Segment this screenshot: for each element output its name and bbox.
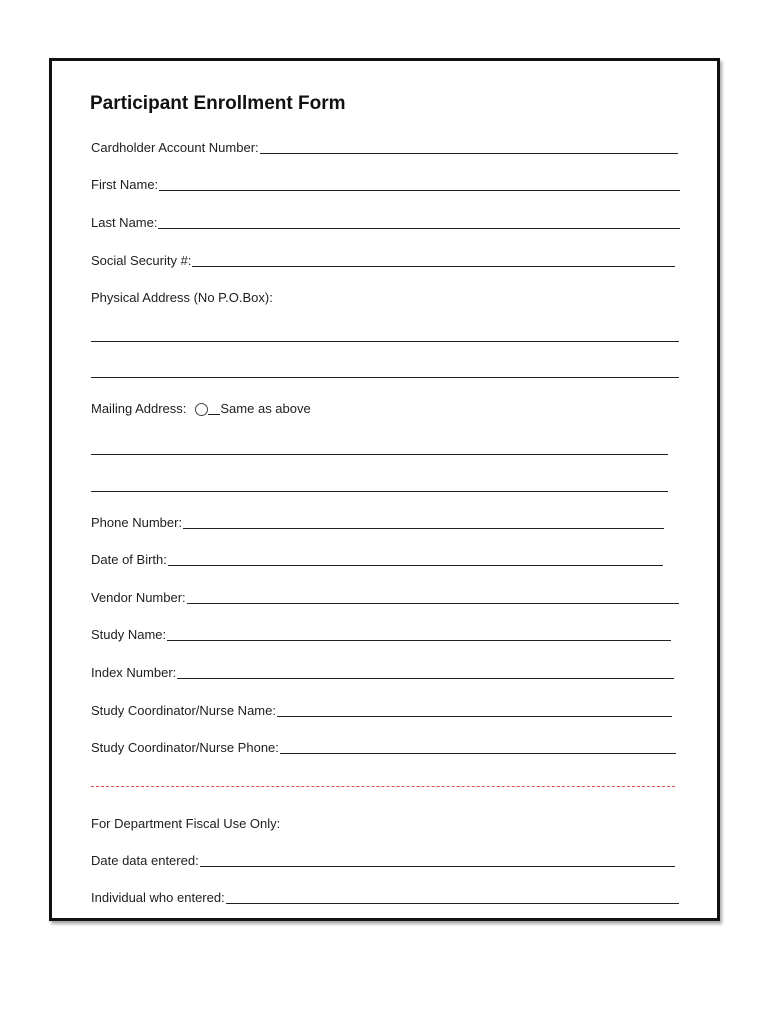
date-data-entered-label: Date data entered:: [91, 853, 199, 868]
study-name-line[interactable]: [167, 639, 671, 641]
cardholder-account-number-field[interactable]: [91, 140, 678, 156]
mailing-address-label: Mailing Address:: [91, 401, 187, 416]
vendor-number-line[interactable]: [187, 602, 679, 604]
coordinator-name-label: Study Coordinator/Nurse Name:: [91, 703, 276, 718]
same-as-above-radio[interactable]: [195, 403, 208, 416]
individual-who-entered-label: Individual who entered:: [91, 890, 225, 905]
vendor-number-field[interactable]: [91, 590, 679, 606]
date-of-birth-line[interactable]: [168, 564, 663, 566]
mailing-address-line-2[interactable]: [91, 491, 668, 492]
physical-address-field: [91, 290, 681, 306]
date-of-birth-field[interactable]: [91, 552, 663, 568]
same-as-above-underline: [208, 413, 220, 415]
mailing-address-field: [91, 401, 681, 417]
coordinator-name-field[interactable]: [91, 703, 672, 719]
first-name-label: First Name:: [91, 177, 159, 192]
same-as-above-label: Same as above: [220, 401, 311, 416]
cardholder-account-number-label: Cardholder Account Number:: [91, 140, 259, 155]
physical-address-line-1[interactable]: [91, 341, 679, 342]
phone-number-field[interactable]: [91, 515, 664, 531]
phone-number-label: Phone Number:: [91, 515, 183, 530]
cardholder-account-number-line[interactable]: [260, 152, 678, 154]
last-name-field[interactable]: [91, 215, 680, 231]
individual-who-entered-line[interactable]: [226, 902, 679, 904]
mailing-address-line-1[interactable]: [91, 454, 668, 455]
date-data-entered-field[interactable]: [91, 853, 675, 869]
individual-who-entered-field[interactable]: [91, 890, 679, 906]
date-of-birth-label: Date of Birth:: [91, 552, 167, 567]
physical-address-line-2[interactable]: [91, 377, 679, 378]
date-data-entered-line[interactable]: [200, 865, 675, 867]
coordinator-phone-label: Study Coordinator/Nurse Phone:: [91, 740, 279, 755]
coordinator-phone-line[interactable]: [280, 752, 676, 754]
phone-number-line[interactable]: [183, 527, 664, 529]
fiscal-section-heading: [91, 816, 681, 832]
first-name-field[interactable]: [91, 177, 680, 193]
index-number-line[interactable]: [177, 677, 674, 679]
first-name-line[interactable]: [159, 189, 680, 191]
study-name-field[interactable]: [91, 627, 671, 643]
study-name-label: Study Name:: [91, 627, 167, 642]
fiscal-section-heading-label: For Department Fiscal Use Only:: [91, 816, 281, 831]
fiscal-section-divider: [91, 786, 675, 787]
index-number-label: Index Number:: [91, 665, 177, 680]
last-name-line[interactable]: [158, 227, 680, 229]
ssn-label: Social Security #:: [91, 253, 192, 268]
last-name-label: Last Name:: [91, 215, 158, 230]
index-number-field[interactable]: [91, 665, 674, 681]
coordinator-phone-field[interactable]: [91, 740, 676, 756]
ssn-field[interactable]: [91, 253, 675, 269]
ssn-line[interactable]: [192, 265, 675, 267]
physical-address-label: Physical Address (No P.O.Box):: [91, 290, 273, 305]
coordinator-name-line[interactable]: [277, 715, 672, 717]
vendor-number-label: Vendor Number:: [91, 590, 186, 605]
form-title: Participant Enrollment Form: [90, 93, 346, 114]
